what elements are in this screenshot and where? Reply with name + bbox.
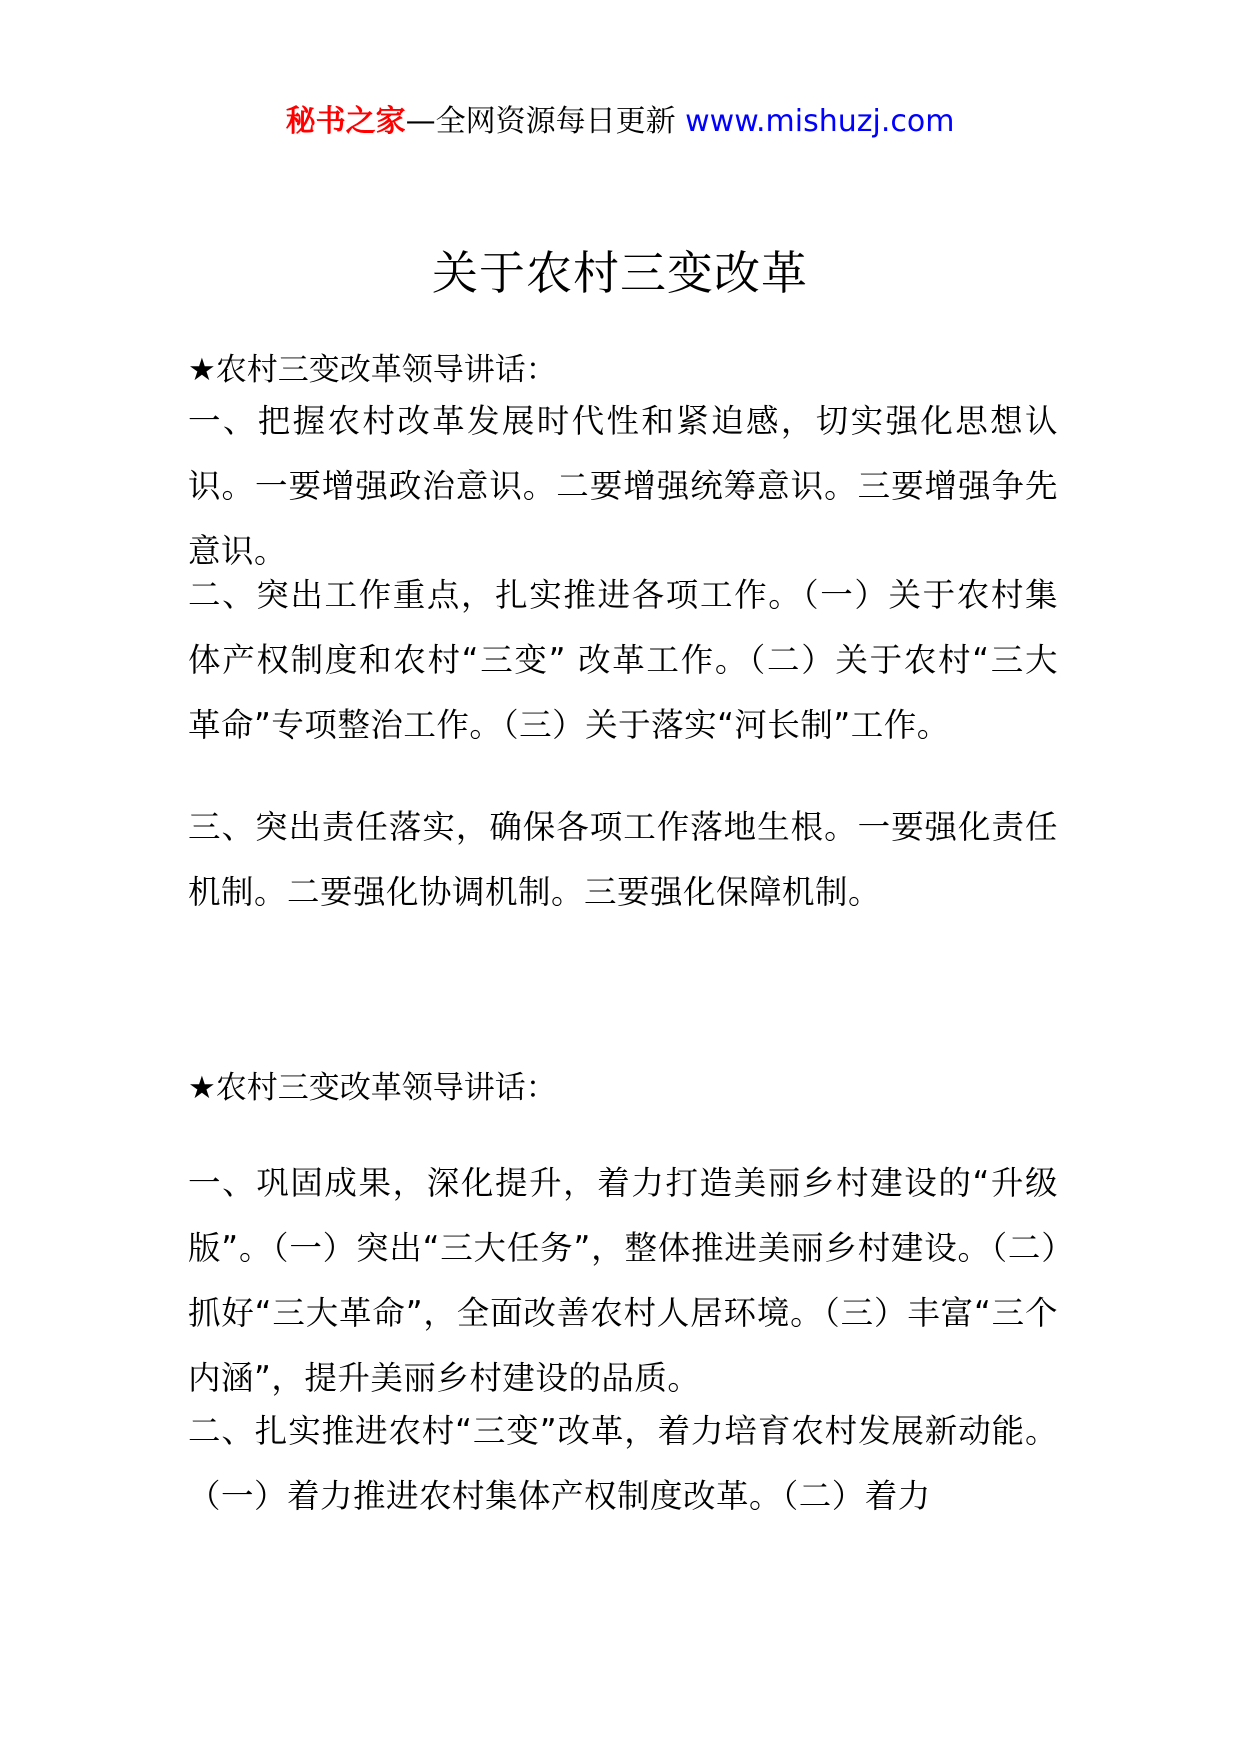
paragraph-1-2: 二、突出工作重点，扎实推进各项工作。（一）关于农村集体产权制度和农村“三变” 改革工作。（二）关于农村“三大革命”专项整治工作。（三）关于落实“河长制”工作。 [188,576,1058,744]
site-url-link[interactable]: www.mishuzj.com [685,104,955,139]
site-header [0,100,1240,144]
section-heading-1: ★农村三变改革领导讲话： [188,352,557,388]
header-tagline: —全网资源每日更新 [405,104,686,139]
brand-name: 秘书之家 [285,104,406,139]
document-title: 关于农村三变改革 [432,246,808,300]
section-heading-2: ★农村三变改革领导讲话： [188,1070,557,1106]
paragraph-2-2: 二、扎实推进农村“三变”改革，着力培育农村发展新动能。（一）着力推进农村集体产权制度改革。（二）着力 [188,1412,1058,1515]
paragraph-2-1: 一、巩固成果，深化提升，着力打造美丽乡村建设的“升级版”。（一）突出“三大任务”，整体推进美丽乡村建设。（二）抓好“三大革命”，全面改善农村人居环境。（三）丰富“三个内涵”，提升美丽乡村建设的品质。 [188,1164,1058,1397]
paragraph-1-3: 三、突出责任落实，确保各项工作落地生根。一要强化责任机制。二要强化协调机制。三要强化保障机制。 [188,808,1058,911]
paragraph-1-1: 一、把握农村改革发展时代性和紧迫感，切实强化思想认识。一要增强政治意识。二要增强统筹意识。三要增强争先意识。 [188,402,1058,570]
